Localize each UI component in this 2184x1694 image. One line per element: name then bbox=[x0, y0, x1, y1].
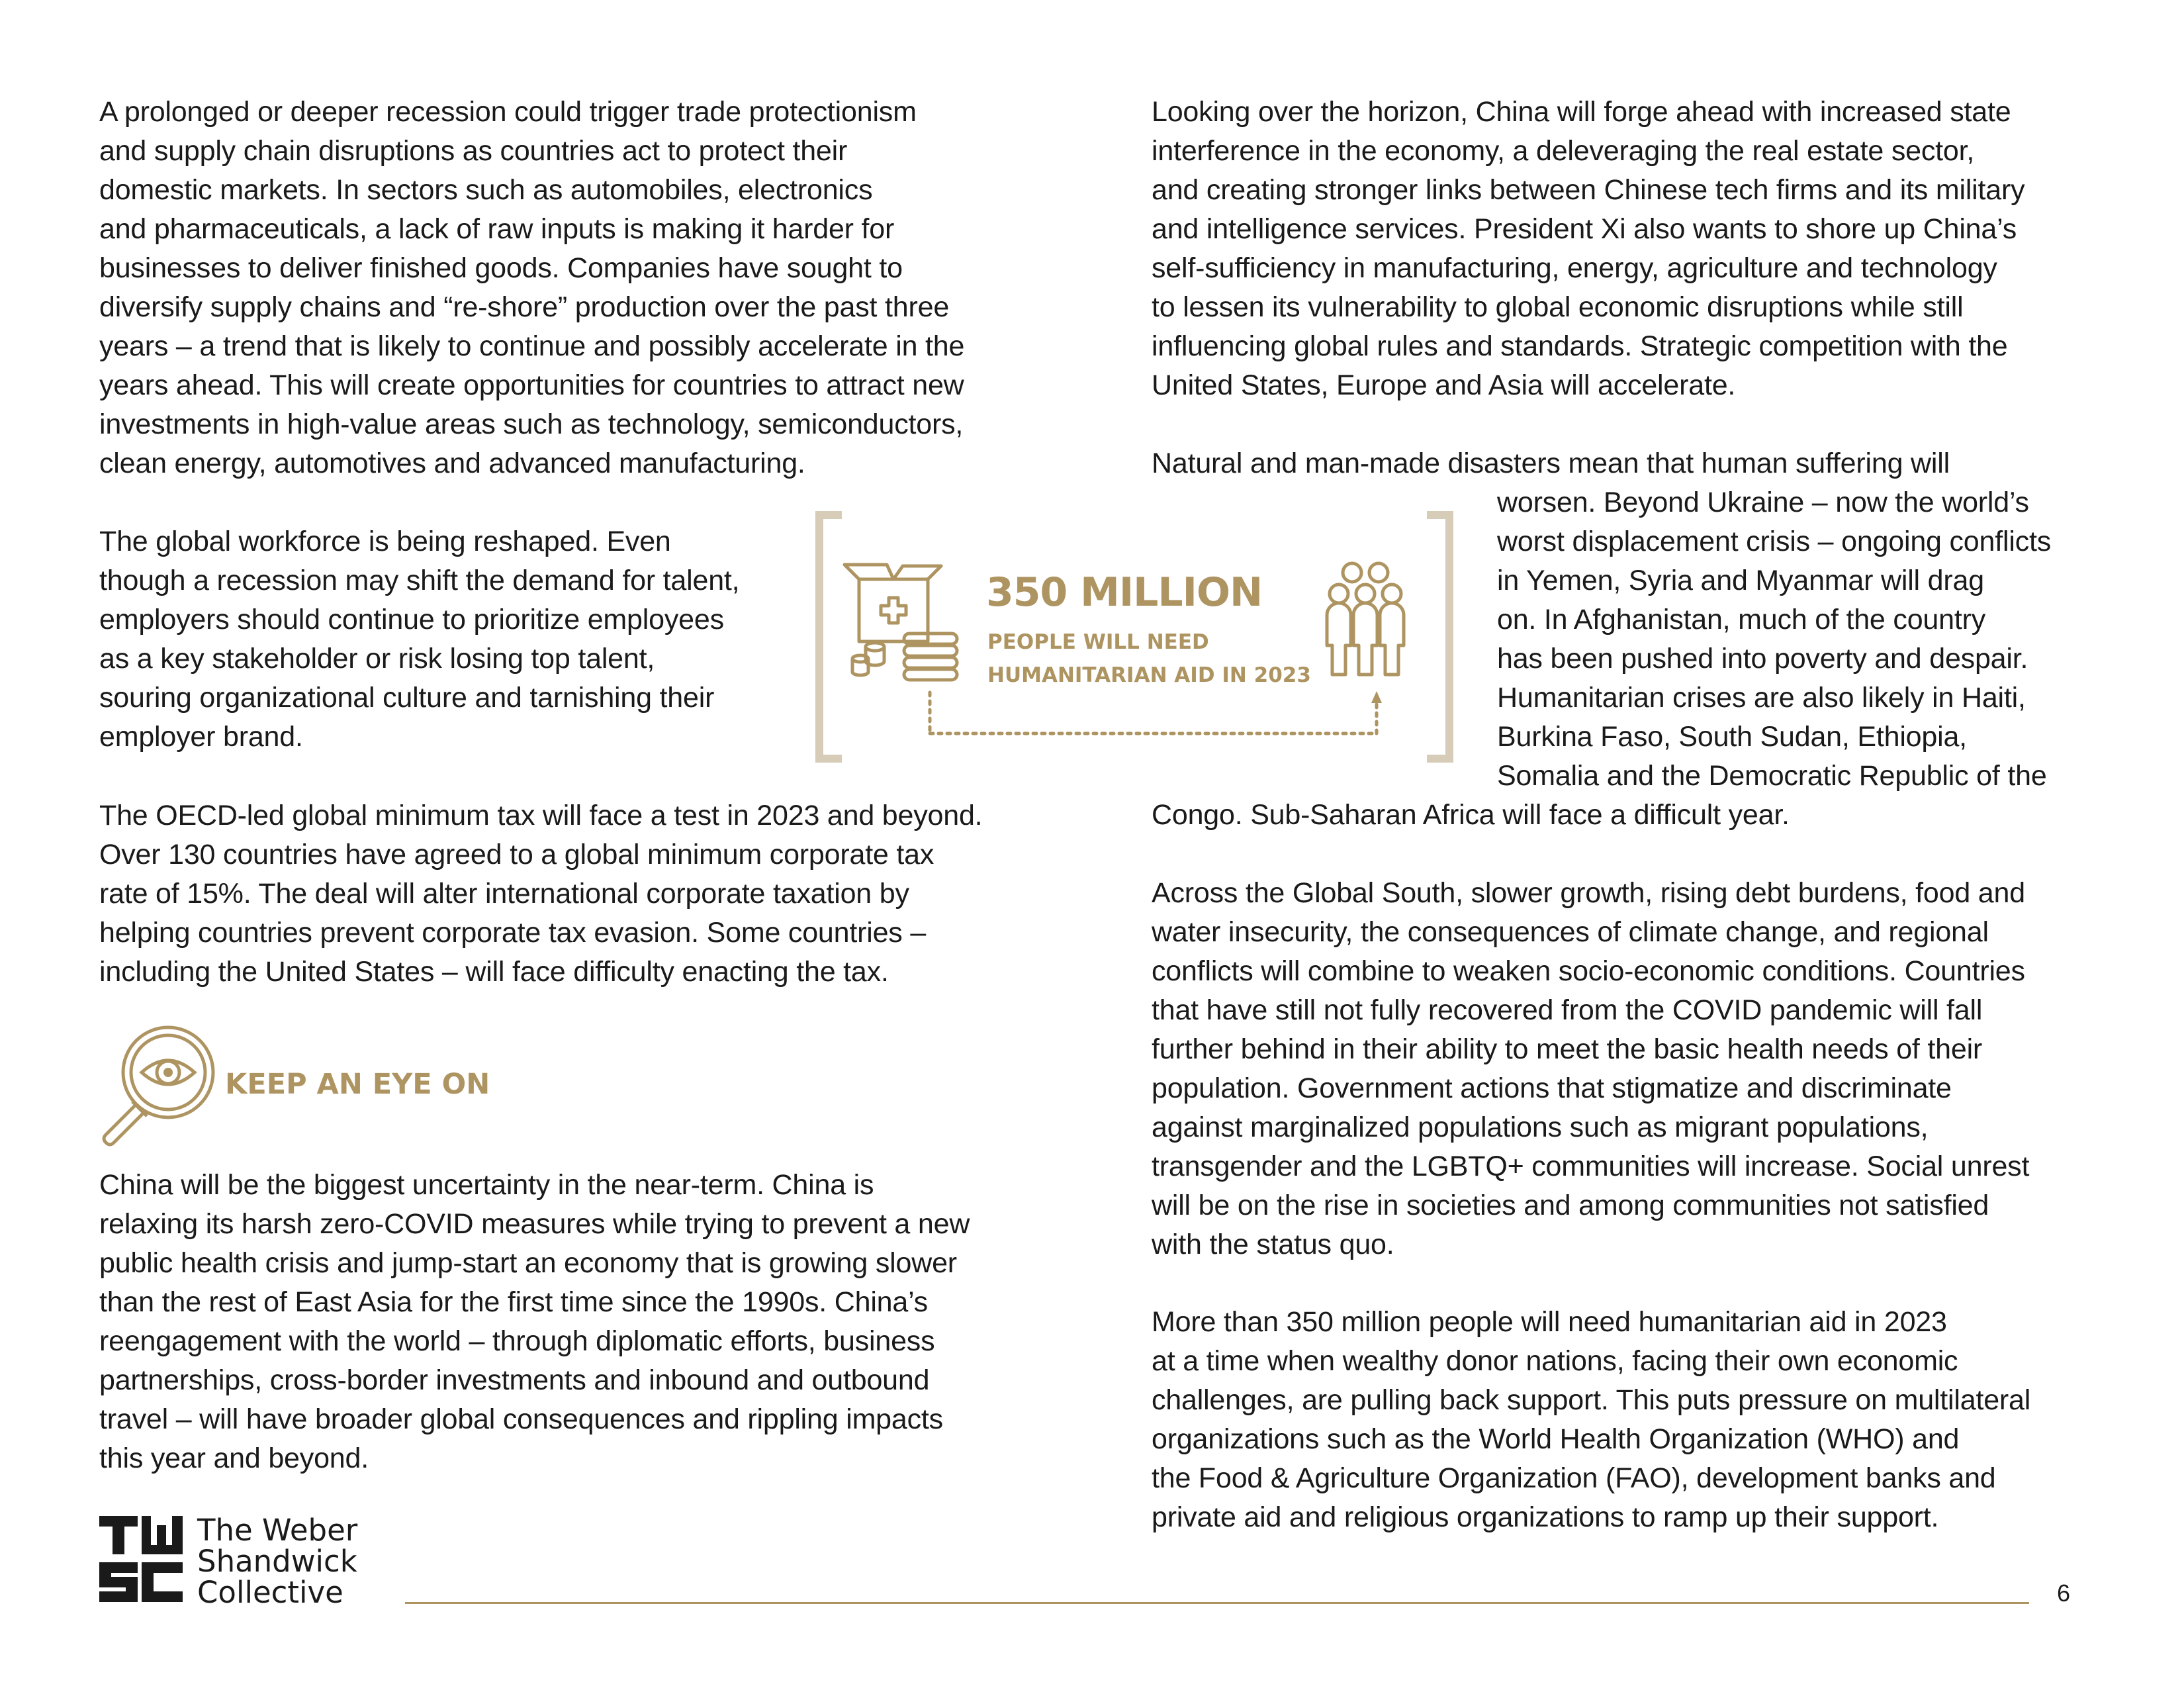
stat-caption-line: HUMANITARIAN AID IN 2023 bbox=[987, 663, 1311, 687]
text-line: businesses to deliver finished goods. Companies have sought to bbox=[99, 252, 903, 284]
text-line: though a recession may shift the demand for talent, bbox=[99, 565, 740, 596]
text-line: employers should continue to prioritize employees bbox=[99, 604, 724, 635]
text-line: employer brand. bbox=[99, 721, 303, 753]
text-line: The OECD-led global minimum tax will face a test in 2023 and beyond. bbox=[99, 800, 983, 831]
text-line: Looking over the horizon, China will forge ahead with increased state bbox=[1152, 96, 2011, 128]
footer-rule bbox=[405, 1602, 2029, 1604]
text-line: Across the Global South, slower growth, rising debt burdens, food and bbox=[1152, 877, 2025, 909]
text-line: Congo. Sub-Saharan Africa will face a difficult year. bbox=[1152, 799, 1790, 831]
stat-figure: 350 MILLION bbox=[986, 569, 1263, 616]
text-line: worsen. Beyond Ukraine – now the world’s bbox=[1497, 487, 2029, 518]
left-paragraph-trade bbox=[99, 93, 964, 483]
text-line: China will be the biggest uncertainty in the near-term. China is bbox=[99, 1169, 874, 1201]
text-line: Somalia and the Democratic Republic of the bbox=[1497, 760, 2047, 792]
people-group-icon bbox=[1320, 559, 1426, 692]
text-line: souring organizational culture and tarnishing their bbox=[99, 682, 715, 714]
text-line: travel – will have broader global consequences and rippling impacts bbox=[99, 1403, 943, 1435]
right-paragraph-disasters-wrapped bbox=[1497, 483, 2051, 796]
text-line: and pharmaceuticals, a lack of raw inputs is making it harder for bbox=[99, 213, 895, 245]
text-line: has been pushed into poverty and despair. bbox=[1497, 643, 2028, 675]
text-line: domestic markets. In sectors such as automobiles, electronics bbox=[99, 174, 873, 206]
text-line: relaxing its harsh zero-COVID measures while trying to prevent a new bbox=[99, 1208, 970, 1240]
text-line: organizations such as the World Health Organization (WHO) and bbox=[1152, 1423, 1960, 1455]
text-line: and supply chain disruptions as countries act to protect their bbox=[99, 135, 848, 167]
text-line: challenges, are pulling back support. This puts pressure on multilateral bbox=[1152, 1384, 2031, 1416]
text-line: that have still not fully recovered from the COVID pandemic will fall bbox=[1152, 994, 1983, 1026]
text-line: United States, Europe and Asia will accelerate. bbox=[1152, 369, 1736, 401]
text-line: population. Government actions that stigmatize and discriminate bbox=[1152, 1072, 1952, 1104]
text-line: at a time when wealthy donor nations, facing their own economic bbox=[1152, 1345, 1958, 1377]
text-line: rate of 15%. The deal will alter international corporate taxation by bbox=[99, 878, 909, 910]
right-paragraph-disasters-bottom bbox=[1152, 796, 1790, 835]
text-line: against marginalized populations such as migrant populations, bbox=[1152, 1111, 1929, 1143]
text-line: years ahead. This will create opportunities for countries to attract new bbox=[99, 369, 964, 401]
left-paragraph-workforce bbox=[99, 522, 739, 757]
stat-caption-line: PEOPLE WILL NEED bbox=[987, 630, 1209, 654]
text-line: the Food & Agriculture Organization (FAO), development banks and bbox=[1152, 1462, 1996, 1494]
text-line: and creating stronger links between Chinese tech firms and its military bbox=[1152, 174, 2025, 206]
callout-right-bracket bbox=[1423, 512, 1456, 762]
brand-line: Shandwick bbox=[197, 1544, 357, 1579]
text-line: self-sufficiency in manufacturing, energy, agriculture and technology bbox=[1152, 252, 1997, 284]
text-line: Burkina Faso, South Sudan, Ethiopia, bbox=[1497, 721, 1967, 753]
text-line: further behind in their ability to meet the basic health needs of their bbox=[1152, 1033, 1983, 1065]
text-line: years – a trend that is likely to continue and possibly accelerate in the bbox=[99, 330, 965, 362]
twsc-logo-icon bbox=[99, 1516, 183, 1602]
right-paragraph-china-outlook bbox=[1152, 93, 2025, 405]
text-line: influencing global rules and standards. Strategic competition with the bbox=[1152, 330, 2008, 362]
text-line: Humanitarian crises are also likely in Haiti, bbox=[1497, 682, 2026, 714]
text-line: partnerships, cross-border investments and inbound and outbound bbox=[99, 1364, 930, 1396]
stat-caption bbox=[987, 626, 1311, 692]
text-line: including the United States – will face difficulty enacting the tax. bbox=[99, 956, 889, 988]
text-line: A prolonged or deeper recession could trigger trade protectionism bbox=[99, 96, 917, 128]
text-line: this year and beyond. bbox=[99, 1442, 369, 1474]
text-line: diversify supply chains and “re-shore” production over the past three bbox=[99, 291, 950, 323]
text-line: clean energy, automotives and advanced manufacturing. bbox=[99, 447, 805, 479]
left-paragraph-tax bbox=[99, 796, 982, 992]
right-paragraph-global-south bbox=[1152, 874, 2029, 1264]
right-paragraph-aid bbox=[1152, 1303, 2030, 1537]
text-line: in Yemen, Syria and Myanmar will drag bbox=[1497, 565, 1984, 596]
text-line: will be on the rise in societies and among communities not satisfied bbox=[1152, 1190, 1989, 1221]
text-line: with the status quo. bbox=[1152, 1229, 1394, 1260]
text-line: Natural and man-made disasters mean that human suffering will bbox=[1152, 447, 1950, 479]
text-line: The global workforce is being reshaped. Even bbox=[99, 526, 671, 557]
text-line: transgender and the LGBTQ+ communities will increase. Social unrest bbox=[1152, 1151, 2030, 1182]
text-line: interference in the economy, a deleveraging the real estate sector, bbox=[1152, 135, 1975, 167]
text-line: public health crisis and jump-start an economy that is growing slower bbox=[99, 1247, 957, 1279]
text-line: More than 350 million people will need humanitarian aid in 2023 bbox=[1152, 1306, 1947, 1338]
brand-line: The Weber bbox=[197, 1513, 358, 1548]
text-line: private aid and religious organizations to ramp up their support. bbox=[1152, 1501, 1939, 1533]
keep-an-eye-on-heading: KEEP AN EYE ON bbox=[225, 1068, 490, 1101]
text-line: Over 130 countries have agreed to a global minimum corporate tax bbox=[99, 839, 934, 871]
text-line: water insecurity, the consequences of climate change, and regional bbox=[1152, 916, 1989, 948]
right-paragraph-disasters-top bbox=[1152, 444, 1950, 483]
text-line: to lessen its vulnerability to global economic disruptions while still bbox=[1152, 291, 1964, 323]
text-line: conflicts will combine to weaken socio-economic conditions. Countries bbox=[1152, 955, 2025, 987]
text-line: reengagement with the world – through diplomatic efforts, business bbox=[99, 1325, 935, 1357]
text-line: worst displacement crisis – ongoing conflicts bbox=[1497, 526, 2052, 557]
brand-line: Collective bbox=[197, 1575, 343, 1610]
text-line: and intelligence services. President Xi also wants to shore up China’s bbox=[1152, 213, 2017, 245]
text-line: as a key stakeholder or risk losing top talent, bbox=[99, 643, 655, 675]
page-number: 6 bbox=[2057, 1579, 2071, 1607]
aid-supplies-icon bbox=[841, 559, 973, 692]
left-paragraph-china bbox=[99, 1166, 970, 1478]
callout-dotted-connector bbox=[923, 688, 1387, 741]
text-line: investments in high-value areas such as technology, semiconductors, bbox=[99, 408, 964, 440]
text-line: than the rest of East Asia for the first time since the 1990s. China’s bbox=[99, 1286, 928, 1318]
text-line: on. In Afghanistan, much of the country bbox=[1497, 604, 1986, 635]
text-line: helping countries prevent corporate tax evasion. Some countries – bbox=[99, 917, 927, 949]
magnifier-eye-icon bbox=[98, 1025, 217, 1144]
brand-wordmark bbox=[197, 1515, 357, 1608]
